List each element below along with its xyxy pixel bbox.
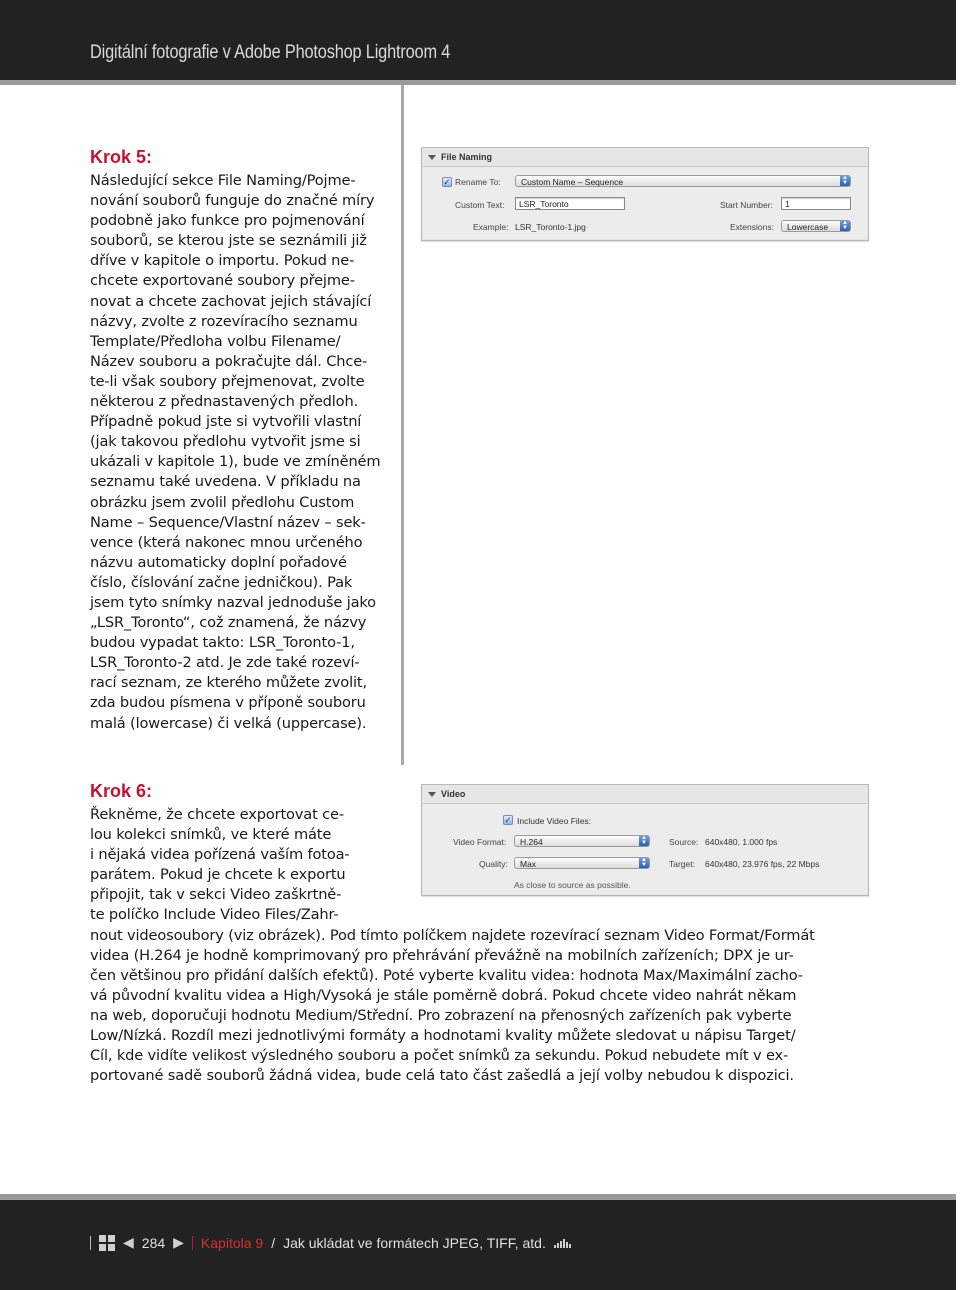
text-line: novat a chcete zachovat jejich stávající	[90, 292, 372, 310]
include-video-checkbox[interactable]: ✓	[504, 815, 512, 825]
source-value: 640x480, 1.000 fps	[705, 837, 778, 847]
text-line: názvu automaticky doplní pořadové	[90, 553, 347, 571]
arrow-right-icon[interactable]: ▶	[173, 1234, 184, 1250]
text-line: Name – Sequence/Vlastní název – sek-	[90, 513, 366, 531]
bars-icon	[554, 1238, 571, 1248]
quality-dropdown[interactable]	[514, 857, 650, 869]
footer-separator	[90, 1236, 91, 1250]
text-line: jsem tyto snímky nazval jednoduše jako	[90, 593, 376, 611]
text-line: malá (lowercase) či velká (uppercase).	[90, 714, 367, 732]
text-line: portované sadě souborů žádná videa, bude celá tato část zašedlá a její volby nebudou k dispozici.	[90, 1067, 794, 1085]
disclosure-triangle-icon[interactable]	[428, 155, 436, 160]
video-format-label: Video Format:	[453, 837, 507, 847]
text-line: rací seznam, ze kterého můžete zvolit,	[90, 674, 367, 692]
text-line: „LSR_Toronto“, což znamená, že názvy	[90, 614, 367, 632]
chapter-title: Jak ukládat ve formátech JPEG, TIFF, atd.	[283, 1234, 546, 1251]
text-line: budou vypadat takto: LSR_Toronto-1,	[90, 634, 355, 652]
step5-body	[90, 171, 380, 734]
footer-separator	[192, 1236, 193, 1250]
video-header[interactable]	[428, 789, 465, 799]
quality-hint: As close to source as possible.	[514, 880, 631, 890]
text-line: te políčko Include Video Files/Zahr-	[90, 906, 339, 924]
step6-title: Krok 6:	[90, 781, 153, 801]
text-line: ukázali v kapitole 1), bude ve zmíněném	[90, 453, 381, 471]
video-body	[423, 803, 867, 894]
text-line: na web, doporučuji hodnotu Medium/Střední. Pro zobrazení na přenosných zařízeních pak vyberte	[90, 1006, 792, 1024]
rename-label: Rename To:	[455, 177, 501, 187]
text-line: připojit, tak v sekci Video zaškrtně-	[90, 886, 342, 904]
custom-text-label: Custom Text:	[455, 200, 505, 210]
video-format-dropdown[interactable]	[514, 835, 650, 847]
column-divider	[401, 85, 404, 765]
text-line: Cíl, kde vidíte velikost výsledného souboru a počet snímků za sekundu. Pokud nebudete mít v ex-	[90, 1047, 789, 1065]
target-label: Target:	[669, 859, 695, 869]
chapter-label: Kapitola 9	[200, 1234, 264, 1251]
text-line: Low/Nízká. Rozdíl mezi jednotlivými formáty a hodnotami kvality můžete sledovat u nápisu Target/	[90, 1027, 796, 1045]
text-line: lou kolekci snímků, ve které máte	[90, 826, 332, 844]
extensions-value: Lowercase	[787, 222, 829, 232]
start-number-label: Start Number:	[720, 200, 773, 210]
arrow-left-icon[interactable]: ◀	[123, 1234, 134, 1250]
text-line: Následující sekce File Naming/Pojme-	[90, 172, 356, 189]
page-footer	[0, 1194, 956, 1290]
text-line: dříve v kapitole o importu. Pokud ne-	[90, 252, 355, 270]
text-line: nování souborů funguje do značné míry	[90, 192, 375, 210]
text-line: podobně jako funkce pro pojmenování	[90, 212, 365, 230]
text-line: Případně pokud jste si vytvořili vlastní	[90, 413, 362, 431]
dropdown-arrows-icon: ▲ ▼	[840, 221, 850, 231]
rename-checkbox[interactable]: ✓	[443, 177, 451, 187]
text-line: LSR_Toronto-2 atd. Je zde také rozeví-	[90, 654, 360, 672]
text-line: (jak takovou předlohu vytvořit jsme si	[90, 433, 361, 451]
text-line: nout videosoubory (viz obrázek). Pod tímto políčkem najdete rozevírací seznam Video Format/Formát	[90, 926, 815, 944]
text-line: te-li však soubory přejmenovat, zvolte	[90, 372, 365, 390]
text-line: obrázku jsem zvolil předlohu Custom	[90, 493, 355, 511]
video-panel	[421, 784, 869, 896]
extensions-label: Extensions:	[730, 222, 774, 232]
file-naming-body	[423, 166, 867, 239]
dropdown-arrows-icon: ▲ ▼	[840, 176, 850, 186]
text-line: Template/Předloha volbu Filename/	[90, 332, 341, 350]
book-title: Digitální fotografie v Adobe Photoshop Lightroom 4	[90, 42, 451, 63]
extensions-dropdown[interactable]	[781, 220, 851, 232]
text-line: vence (která nakonec mnou určeného	[90, 533, 363, 551]
step5-title: Krok 5:	[90, 147, 153, 167]
dropdown-arrows-icon: ▲ ▼	[639, 836, 649, 846]
disclosure-triangle-icon[interactable]	[428, 792, 436, 797]
include-video-label: Include Video Files:	[517, 816, 592, 826]
text-line: zda budou písmena v příponě souboru	[90, 694, 366, 712]
file-naming-header-label: File Naming	[441, 152, 493, 162]
text-line: vá původní kvalitu videa a High/Vysoká je stále poměrně dobrá. Pokud chcete video nahrát někam	[90, 986, 797, 1004]
target-value: 640x480, 23.976 fps, 22 Mbps	[705, 859, 820, 869]
source-label: Source:	[669, 837, 699, 847]
text-line: názvy, zvolte z rozevíracího seznamu	[90, 312, 358, 330]
quality-label: Quality:	[479, 859, 508, 869]
video-header-label: Video	[441, 789, 466, 799]
video-format-value: H.264	[520, 837, 543, 847]
footer-slash: /	[271, 1234, 276, 1251]
text-line: čen většinou pro přidání dalších efektů). Poté vyberte kvalitu videa: hodnota Max/Maximální zacho-	[90, 966, 803, 984]
example-label: Example:	[473, 222, 509, 232]
start-number-field[interactable]: 1	[781, 197, 851, 210]
text-line: i nějaká videa pořízená vaším fotoa-	[90, 846, 350, 864]
text-line: chcete exportované soubory přejme-	[90, 272, 355, 290]
page-header	[0, 0, 956, 85]
grid-icon[interactable]	[99, 1235, 115, 1251]
text-line: souborů, se kterou jste se seznámili již	[90, 232, 367, 250]
text-line: parátem. Pokud je chcete k exportu	[90, 866, 346, 884]
text-line: některou z přednastavených předloh.	[90, 393, 359, 411]
footer-nav	[90, 1234, 571, 1251]
example-value: LSR_Toronto-1.jpg	[515, 222, 586, 232]
dropdown-arrows-icon: ▲ ▼	[639, 858, 649, 868]
custom-text-field[interactable]: LSR_Toronto	[515, 197, 625, 210]
rename-template-value: Custom Name – Sequence	[521, 177, 624, 187]
text-line: Řekněme, že chcete exportovat ce-	[90, 806, 344, 823]
file-naming-panel	[421, 147, 869, 241]
text-line: seznamu také uvedena. V příkladu na	[90, 473, 361, 491]
page-number: 284	[141, 1234, 166, 1251]
quality-value: Max	[520, 859, 537, 869]
text-line: Název souboru a pokračujte dál. Chce-	[90, 352, 368, 370]
text-line: videa (H.264 je hodně komprimovaný pro přehrávání převážně na mobilních zařízeních; DPX je ur-	[90, 946, 794, 964]
rename-template-dropdown[interactable]	[515, 175, 851, 187]
file-naming-header[interactable]	[428, 152, 492, 162]
text-line: číslo, číslování začne jedničkou). Pak	[90, 573, 353, 591]
